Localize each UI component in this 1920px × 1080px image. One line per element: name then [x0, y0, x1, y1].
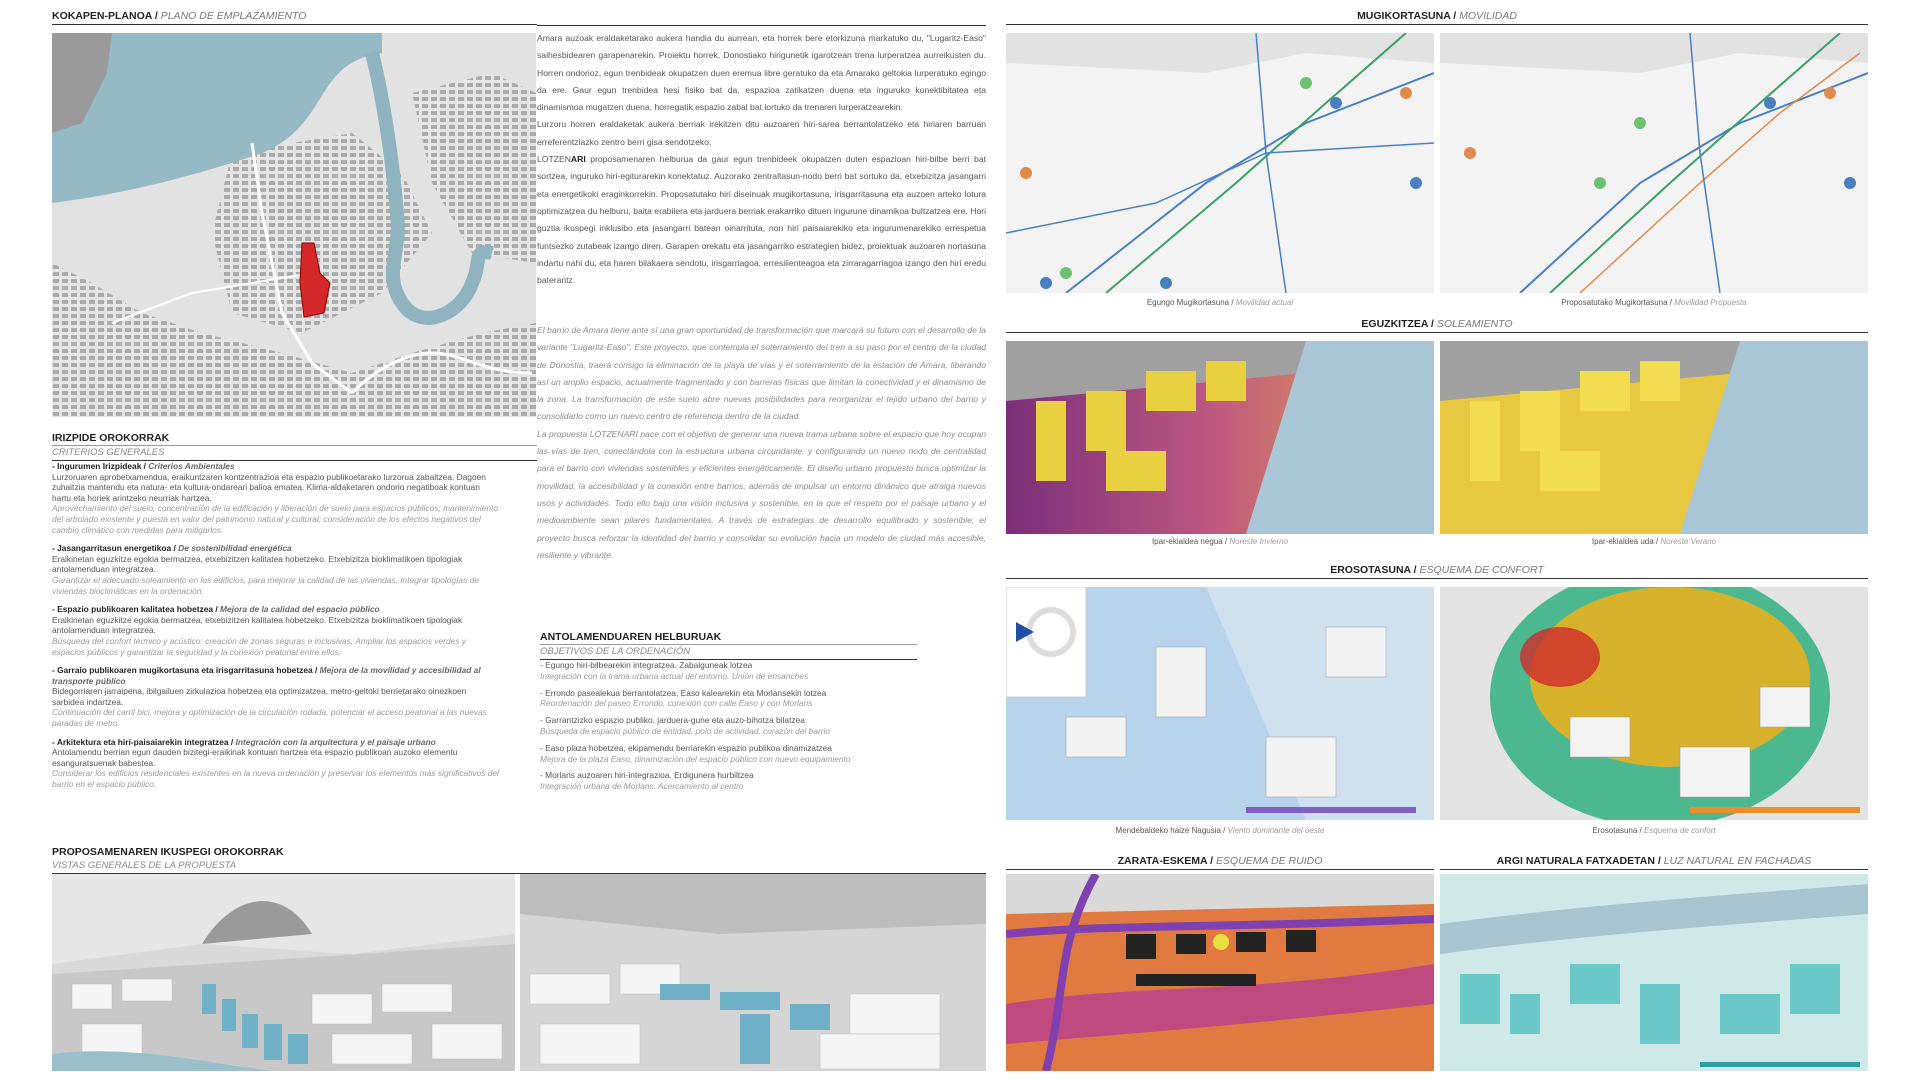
criteria-item: - Jasangarritasun energetikoa / De sostenibilidad energética Eraikinetan eguzkitze egokia bermatzea, etxebizitzen kalitatea hobetzeko. Etxebizitza bioklimatikoen tipologiak antolamenduan integratzea. Garantizar el adecuado soleamiento en los edificios, para mejorar la calidad de las viviendas. Integrar tipologías de viviendas bioclimáticas en la ordenación. — [52, 543, 479, 596]
objective-item: - Morlans auzoaren hiri-integrazioa. Erdigunera hurbiltzea Integración urbana de Morlans. Acercamiento al centro — [540, 770, 754, 792]
view-image-2 — [520, 874, 986, 1071]
light-header: ARGI NATURALA FATXADETAN / LUZ NATURAL EN FACHADAS — [1440, 855, 1868, 870]
text-es: El barrio de Amara tiene ante sí una gran oportunidad de transformación que marcará su futuro con el desarrollo de la variante "Lugaritz-Easo". Este proyecto, que contempla el soterramiento del tren a su paso por el centro de la ciudad de Donostia, traerá consigo la eliminación de la playa de vías y el soterramiento de la estación de Amara, liberando así un amplio espacio, actualmente fragmentado y con barreras físicas que limitan la conectividad y el dinamismo de la zona. La transformación de este suelo abre nuevas posibilidades para reorganizar el tejido urbano del barrio y consolidarlo como un nuevo centro de referencia dentro de la ciudad. La propuesta LOTZENARI nace con el objetivo de generar una nueva trama urbana sobre el espacio que hoy ocupan las vías de tren, conectándola con la estructura urbana circundante, y configurando un nuevo nodo de centralidad para el barrio con viviendas sostenibles y eficientes energéticamente. El diseño urbano propuesto busca optimizar la movilidad, la accesibilidad y la conexión entre barrios, además de impulsar un entorno dinámico que atraiga nuevos usos y actividades. Todo ello bajo una visión inclusiva y sostenible, en la que el respeto por el paisaje urbano y el medioambiente sean pilares fundamentales. A través de estrategias de desarrollo equilibrado y sostenible, el proyecto busca reforzar la identidad del barrio y consolidar su evolución hacia un modelo de ciudad más accesible, resiliente y vibrante. — [537, 325, 986, 560]
site-plan-map — [52, 33, 536, 417]
plan-header: KOKAPEN-PLANOA / PLANO DE EMPLAZAMIENTO — [52, 10, 537, 25]
criteria-item: - Ingurumen Irizpideak / Criterios Ambientales Lurzoruaren aprobetxamendua, eraikuntzaren kontzentrazioa eta espazio publikoetarako lurzorua zabaltzea. Dagoen zuhaitzia mantendu eta natura- eta kultura-ondareari balioa ematea. Klima-aldaketaren ondorio negatiboak kontuan hartu eta horiek arintzeko neurriak hartzea. Aprovechamiento del suelo, concentración de la edificación y liberación de suelo para espacios públicos; mantenimiento del arbolado existente y puesta en valor del patrimonio natural y cultural; consideración de los efectos negativos del cambio climático con medidas para mitigarlos. — [52, 461, 499, 535]
objective-item: - Easo plaza hobetzea, ekipamendu berriarekin espazio publikoa dinamizatzea Mejora de la plaza Easo, dinamización del espacio público con nuevo equipamiento — [540, 742, 851, 764]
sun-winter-caption: Ipar-ekialdea negua / Noreste Invierno — [1151, 537, 1289, 546]
mobility-current-caption: Egungo Mugikortasuna / Movilidad actual — [1146, 298, 1294, 307]
objective-item: - Errondo pasealekua berrantolatzea, Easo kalearekin eta Morlansekin lotzea Reordenación del paseo Errondo, conexión con calle Easo y con Morlans — [540, 687, 827, 709]
sun-summer-render — [1440, 341, 1868, 534]
comfort-caption: Erosotasuna / Esquema de confort — [1592, 826, 1716, 835]
objective-item: - Egungo hiri-bilbearekin integratzea. Zabalguneak lotzea Integración con la trama urbana actual del entorno. Unión de ensanches — [540, 660, 809, 681]
objectives-header: ANTOLAMENDUAREN HELBURUAK OBJETIVOS DE LA ORDENACIÓN — [540, 631, 917, 660]
wind-caption: Mendebaldeko haize Nagusia / Viento dominante del oeste — [1115, 826, 1325, 835]
views-header: PROPOSAMENAREN IKUSPEGI OROKORRAK VISTAS GENERALES DE LA PROPUESTA — [52, 846, 986, 874]
objectives-list — [540, 660, 917, 798]
text-top-rule — [537, 24, 986, 26]
sun-winter-render — [1006, 341, 1434, 534]
comfort-render — [1440, 587, 1868, 820]
text-eu: Amara auzoak eraldaketarako aukera handia du aurrean, eta horrek bere etorkizuna markatuko du, "Lugaritz-Easo" saihesbidearen garapenarekin. Proiektu horrek, Donostiako hirigunetik igarotzean trena lurperatzea aurreikusten du. Horren ondorioz, egun trenbideak okupatzen duen eremua libre geratuko da eta Amarako geltokia lurperatuko egingo da ere. Gaur egun trenbidea hesi fisiko bat da, espazioa zatikatzen duena eta inguruko konektibitatea eta dinamismoa mugatzen duena, horregatik espazio zabal bat lortuko da trenaren lurperatzearekin. Lurzoru horren eraldaketak aukera berriak irekitzen ditu auzoaren hiri-sarea berrantolatzeko eta hiriaren barruan erreferentziazko zentro berri gisa sendotzeko. LOTZENARI proposamenaren helburua da gaur egun trenbideek okupatzen duten espazioan hiri-bilbe berri bat sortzea, inguruko hiri-egiturarekin konektatuz. Auzorako zentraltasun-nodo berri bat sortuko da, etxebizitza jasangarri eta energetikoki eraginkorrekin. Proposatutako hiri diseinuak mugikortasuna, irisgarritasuna eta auzoen arteko lotura optimizatzea du helburu, baita erabilera eta jarduera berriak erakarriko dituen ingurune dinamikoa bultzatzea ere. Hori guztia ikuspegi inklusibo eta jasangarri batean oinarrituta, non hiri paisaiarekiko eta ingurumenarekiko errespetua funtsezko zutabeak izango diren. Garapen orekatu eta jasangarriko estrategien bidez, proiektuak auzoaren nortasuna indartu nahi du, eta haren bilakaera sendotu, irisgarriagoa, erresilienteagoa eta zirraragarriagoa izango den hiri eredu baterantz. — [537, 33, 986, 286]
objective-item: - Garrantzizko espazio publiko, jarduera-gune eta auzo-bihotza bilatzea Búsqueda de espacio público de entidad, polo de actividad, corazón del barrio — [540, 715, 831, 736]
noise-header: ZARATA-ESKEMA / ESQUEMA DE RUIDO — [1006, 855, 1434, 870]
criteria-item: - Espazio publikoaren kalitatea hobetzea / Mejora de la calidad del espacio público Eraikinetan eguzkitze egokia bermatzea, etxebizitzen kalitatea hobetzeko. Etxebizitza bioklimatikoen tipologiak antolamenduan integratzea. Búsqueda del confort térmico y acústico: creación de zonas seguras e inclusivas. Ampliar los espacios verdes y espacios públicos y garantizar la seguridad y la conexión peatonal entre ellos. — [52, 604, 466, 657]
criteria-list — [52, 461, 500, 798]
criteria-header: IRIZPIDE OROKORRAK CRITERIOS GENERALES — [52, 432, 537, 461]
mobility-proposed-map — [1440, 33, 1868, 293]
criteria-item: - Arkitektura eta hiri-paisaiarekin integratzea / Integración con la arquitectura y el paisaje urbano Antolamendu berrian egun dauden bizitegi-eraikinak kontuan hartzea eta espazio publikoan auzoko elementu esanguratsuenak babestea. Considerar los edificios residenciales existentes en la nueva ordenación y preservar los elementos más significativos del barrio en el espacio público. — [52, 736, 499, 790]
view-image-1 — [52, 874, 515, 1071]
light-render — [1440, 874, 1868, 1071]
mobility-proposed-caption: Proposatutako Mugikortasuna / Movilidad Propuesta — [1561, 298, 1747, 307]
mobility-current-map — [1006, 33, 1434, 293]
mobility-header: MUGIKORTASUNA / MOVILIDAD — [1006, 10, 1868, 25]
sun-header: EGUZKITZEA / SOLEAMIENTO — [1006, 318, 1868, 333]
comfort-header: EROSOTASUNA / ESQUEMA DE CONFORT — [1006, 564, 1868, 579]
noise-map — [1006, 874, 1434, 1071]
sun-summer-caption: Ipar-ekialdea uda / Noreste Verano — [1591, 537, 1717, 546]
criteria-item: - Garraio publikoaren mugikortasuna eta irisgarritasuna hobetzea / Mejora de la movilidad y accesibilidad al transporte público Bidegorriaren jarraipena, ibilgailuen zirkulazioa hobetzea eta optimizatzea, metro-geltoki berrietarako oinezkoen sarbidea indartzea. Continuación del carril bici, mejora y optimización de la circulación rodada, potenciar el acceso peatonal a las nuevas paradas de metro. — [52, 665, 487, 729]
wind-render — [1006, 587, 1434, 820]
